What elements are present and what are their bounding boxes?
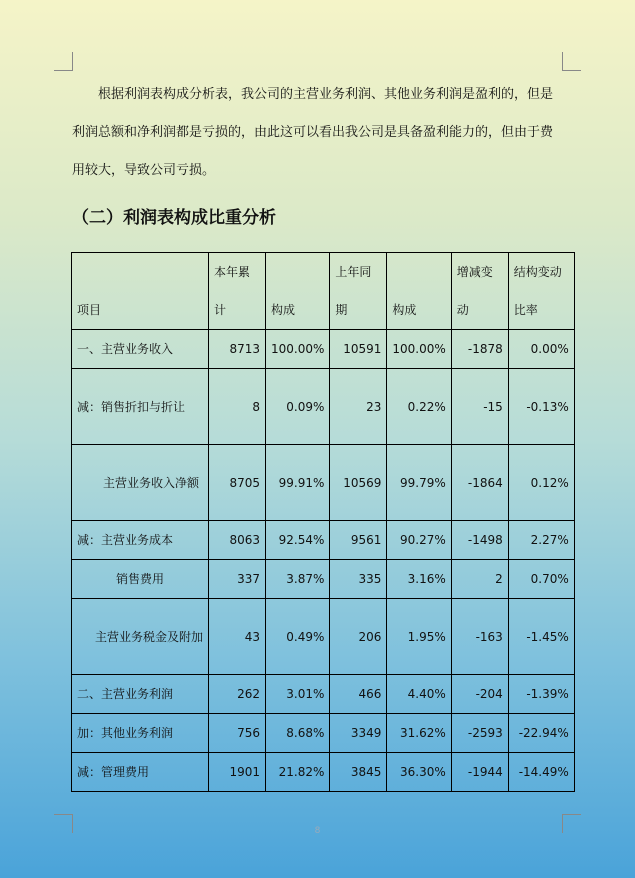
structure-change-ratio: -1.39% [508,675,574,714]
table-row [72,445,575,521]
current-value: 8063 [209,521,266,560]
structure-change-ratio: 0.12% [508,445,574,521]
current-value: 262 [209,675,266,714]
structure-change-ratio: 2.27% [508,521,574,560]
current-composition: 0.49% [266,599,330,675]
previous-composition: 3.16% [387,560,451,599]
current-composition: 3.01% [266,675,330,714]
previous-value: 3845 [330,753,387,792]
row-item: 主营业务收入净额 [72,445,209,521]
row-item: 销售费用 [72,560,209,599]
profit-composition-table [71,252,575,792]
table-row [72,714,575,753]
previous-composition: 100.00% [387,330,451,369]
table-row [72,369,575,445]
header-previous-composition: 构成 [387,253,451,330]
previous-composition: 4.40% [387,675,451,714]
analysis-paragraph [72,76,564,190]
change-value: -15 [451,369,508,445]
corner-mark-top-left [54,52,73,71]
header-current-year: 本年累计 [209,253,266,330]
previous-value: 10591 [330,330,387,369]
table-row [72,560,575,599]
structure-change-ratio: 0.70% [508,560,574,599]
current-composition: 92.54% [266,521,330,560]
corner-mark-top-right [562,52,581,71]
page-number: 8 [314,826,321,836]
row-item: 二、主营业务利润 [72,675,209,714]
header-previous-year: 上年同期 [330,253,387,330]
current-composition: 21.82% [266,753,330,792]
current-value: 8 [209,369,266,445]
structure-change-ratio: -1.45% [508,599,574,675]
table-row [72,675,575,714]
current-value: 756 [209,714,266,753]
table-row [72,599,575,675]
previous-value: 23 [330,369,387,445]
structure-change-ratio: -14.49% [508,753,574,792]
current-value: 8713 [209,330,266,369]
change-value: -1944 [451,753,508,792]
previous-value: 9561 [330,521,387,560]
change-value: -2593 [451,714,508,753]
analysis-paragraph-text: 根据利润表构成分析表，我公司的主营业务利润、其他业务利润是盈利的，但是利润总额和净利润都是亏损的，由此这可以看出我公司是具备盈利能力的，但由于费用较大，导致公司亏损。 [72,87,554,178]
current-composition: 0.09% [266,369,330,445]
current-value: 43 [209,599,266,675]
change-value: -204 [451,675,508,714]
change-value: -1864 [451,445,508,521]
row-item: 减：销售折扣与折让 [72,369,209,445]
row-item: 减：主营业务成本 [72,521,209,560]
current-composition: 100.00% [266,330,330,369]
previous-composition: 99.79% [387,445,451,521]
section-heading: （二）利润表构成比重分析 [72,208,276,228]
current-composition: 8.68% [266,714,330,753]
header-current-composition: 构成 [266,253,330,330]
table-header-row [72,253,575,330]
previous-value: 206 [330,599,387,675]
current-value: 1901 [209,753,266,792]
previous-value: 335 [330,560,387,599]
previous-value: 3349 [330,714,387,753]
row-item: 主营业务税金及附加 [72,599,209,675]
previous-value: 10569 [330,445,387,521]
structure-change-ratio: -0.13% [508,369,574,445]
table-row [72,330,575,369]
current-composition: 3.87% [266,560,330,599]
current-value: 337 [209,560,266,599]
previous-composition: 1.95% [387,599,451,675]
table-row [72,753,575,792]
structure-change-ratio: 0.00% [508,330,574,369]
change-value: -163 [451,599,508,675]
previous-composition: 0.22% [387,369,451,445]
row-item: 减：管理费用 [72,753,209,792]
structure-change-ratio: -22.94% [508,714,574,753]
change-value: -1878 [451,330,508,369]
header-change: 增减变动 [451,253,508,330]
change-value: -1498 [451,521,508,560]
header-structure-change-ratio: 结构变动比率 [508,253,574,330]
header-item: 项目 [72,253,209,330]
current-value: 8705 [209,445,266,521]
previous-value: 466 [330,675,387,714]
change-value: 2 [451,560,508,599]
previous-composition: 36.30% [387,753,451,792]
previous-composition: 31.62% [387,714,451,753]
current-composition: 99.91% [266,445,330,521]
previous-composition: 90.27% [387,521,451,560]
table-row [72,521,575,560]
row-item: 一、主营业务收入 [72,330,209,369]
row-item: 加：其他业务利润 [72,714,209,753]
